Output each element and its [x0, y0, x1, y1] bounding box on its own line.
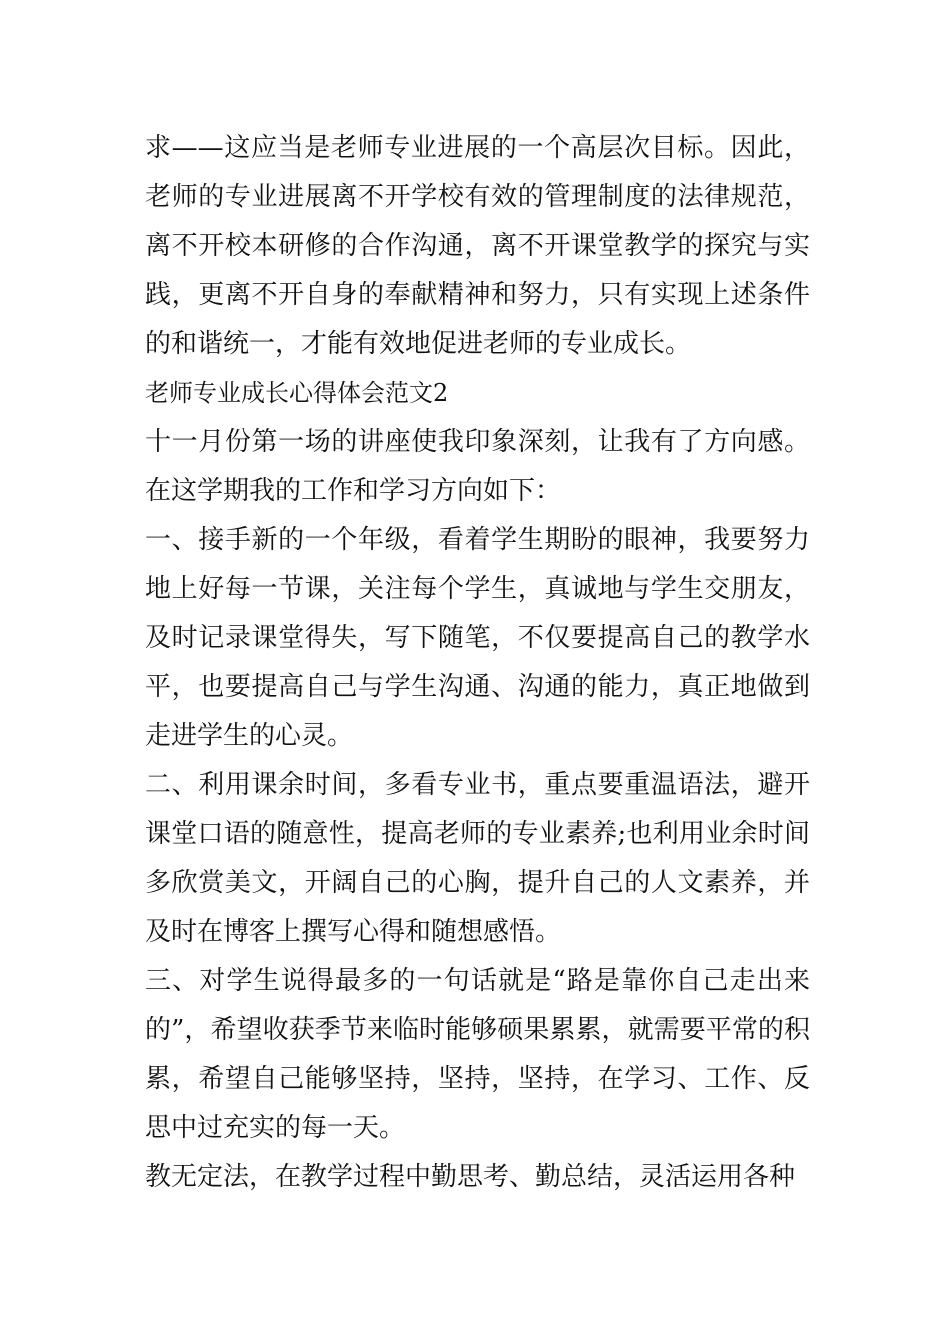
paragraph-point-3: 三、对学生说得最多的一句话就是“路是靠你自己走出来的”，希望收获季节来临时能够硕果累累，就需要平常的积累，希望自己能够坚持，坚持，坚持，在学习、工作、反思中过充实的每一天。	[145, 966, 810, 1143]
paragraph-intro: 十一月份第一场的讲座使我印象深刻，让我有了方向感。在这学期我的工作和学习方向如下：	[145, 427, 810, 506]
section-heading: 老师专业成长心得体会范文2	[145, 379, 449, 407]
document-body	[145, 124, 810, 1202]
paragraph-point-2: 二、利用课余时间，多看专业书，重点要重温语法，避开课堂口语的随意性，提高老师的专业素养;也利用业余时间多欣赏美文，开阔自己的心胸，提升自己的人文素养，并及时在博客上撰写心得和随想感悟。	[145, 770, 810, 947]
paragraph-continuation: 求——这应当是老师专业进展的一个高层次目标。因此，老师的专业进展离不开学校有效的管理制度的法律规范，离不开校本研修的合作沟通，离不开课堂教学的探究与实践，更离不开自身的奉献精神和努力，只有实现上述条件的和谐统一，才能有效地促进老师的专业成长。	[145, 133, 810, 359]
paragraph-closing: 教无定法，在教学过程中勤思考、勤总结，灵活运用各种	[145, 1162, 796, 1192]
paragraph-point-1: 一、接手新的一个年级，看着学生期盼的眼神，我要努力地上好每一节课，关注每个学生，真诚地与学生交朋友，及时记录课堂得失，写下随笔，不仅要提高自己的教学水平，也要提高自己与学生沟通、沟通的能力，真正地做到走进学生的心灵。	[145, 525, 810, 751]
